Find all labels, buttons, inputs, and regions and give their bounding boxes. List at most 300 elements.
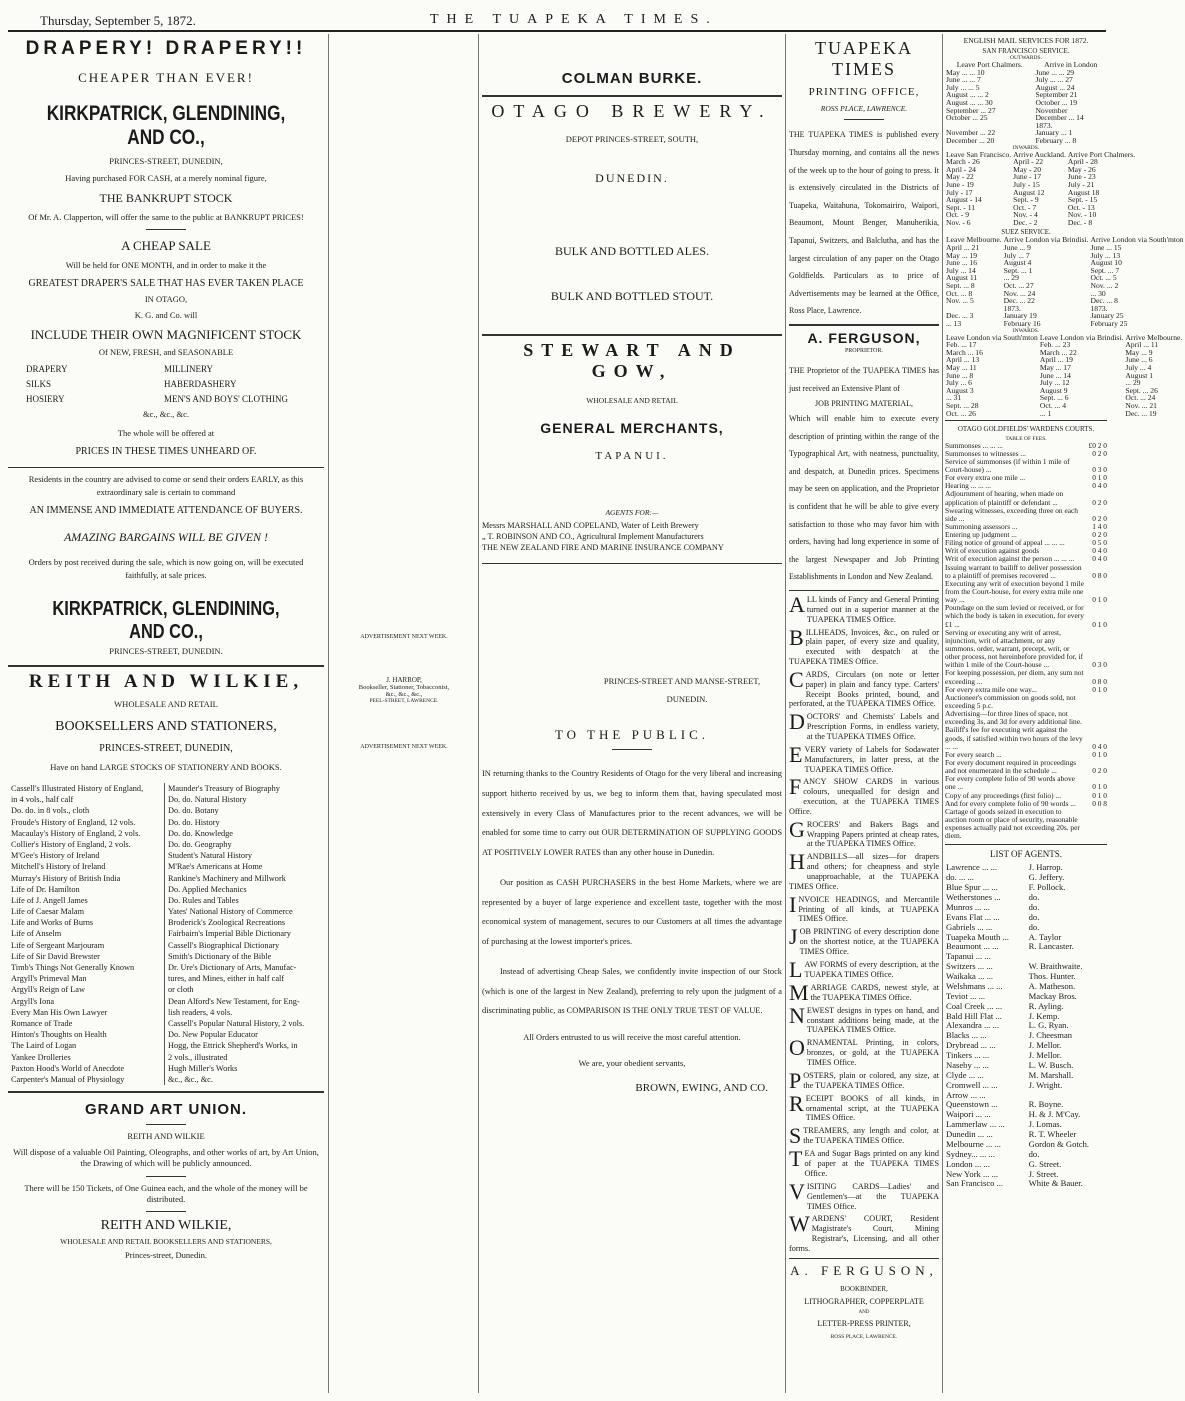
include-stock: INCLUDE THEIR OWN MAGNIFICENT STOCK (30, 326, 302, 342)
to-the-public: TO THE PUBLIC. (554, 727, 710, 743)
drop-cap-letter: W (789, 1211, 810, 1237)
mail-cell: Oct. - 13 (1067, 202, 1095, 212)
mail-cell: May ... 19 (946, 250, 978, 260)
fee-row (945, 694, 1107, 710)
mail-header-row (945, 236, 1185, 244)
divider (789, 590, 939, 591)
mail-cell: Nov. - 6 (946, 217, 971, 227)
mail-row (945, 305, 1185, 313)
mail-cell: Sept. - 15 (1067, 195, 1098, 205)
book-title-left: Life of Sergeant Marjouram (8, 940, 165, 951)
fee-item: For every complete folio of 90 words above one ... (945, 774, 1075, 792)
fee-item: For every search ... (945, 749, 1002, 759)
agent-place: Wetherstones ... (946, 892, 1001, 903)
fee-amount: 0 4 0 (1092, 554, 1107, 564)
mail-cell: November ... 22 (946, 128, 996, 138)
agent-line: Messrs MARSHALL AND COPELAND, Water of Leith Brewery (482, 521, 699, 531)
mail-cell: Dec. ... 19 (1125, 408, 1157, 418)
fee-amount: 0 1 0 (1092, 473, 1107, 483)
drop-cap-letter: D (789, 709, 805, 735)
firm-street: PRINCES-STREET, DUNEDIN, (109, 156, 223, 166)
mail-cell: January ... 1 (1035, 128, 1073, 138)
mail-cell: ... 29 (1003, 273, 1019, 283)
mail-cell: Sept. - 9 (1013, 195, 1039, 205)
book-row (8, 783, 324, 794)
book-row (8, 1074, 324, 1085)
mail-cell: Feb. ... 17 (946, 340, 977, 350)
divider (789, 1258, 939, 1259)
mail-cell: June - 17 (1013, 172, 1041, 182)
book-row (8, 805, 324, 816)
mail-cell: Nov. ... 2 (1090, 281, 1119, 291)
fee-item: For every extra mile one way... (945, 684, 1037, 694)
book-row (8, 1063, 324, 1074)
mail-cell: June ... 8 (946, 370, 974, 380)
colman-burke: COLMAN BURKE. (561, 70, 703, 87)
book-title-left: Argyll's Primeval Man (8, 973, 165, 984)
divider (146, 1124, 186, 1125)
mail-cell: Sept. ... 28 (946, 400, 979, 410)
mail-cell: August - 14 (946, 195, 982, 205)
fee-amount: 0 4 0 (1092, 741, 1107, 751)
drop-cap-letter: C (789, 666, 804, 692)
book-title-left: Yankee Drolleries (8, 1052, 165, 1063)
fees-table (945, 442, 1107, 841)
agent-place: San Francisco ... (946, 1178, 1004, 1189)
printing-ad-text: NVOICE HEADINGS, and Mercantile Printing of all kinds, at TUAPEKA TIMES Office. (798, 894, 939, 924)
tt-heading: TUAPEKA TIMES (815, 38, 913, 79)
drop-cap-letter: V (789, 1178, 805, 1204)
agent-place: Teviot ... ... (946, 990, 986, 1001)
table-of-fees: TABLE OF FEES. (1005, 435, 1047, 442)
fee-item: Cartage of goods seized in execution to auction room or place of security, reasonable expenses actually paid not exceeding 20s. per diem. (945, 806, 1080, 841)
ross-place-2: ROSS PLACE, LAWRENCE. (830, 1333, 898, 1340)
fee-item: And for every complete folio of 90 words ... (945, 798, 1076, 808)
agent-name: R. Boyne. (1028, 1099, 1064, 1110)
drop-cap-letter: B (789, 624, 804, 650)
book-title-left: Argyll's Reign of Law (8, 984, 165, 995)
fee-item: Summonses ... ... ... (945, 440, 1003, 450)
general-merchants: GENERAL MERCHANTS, (540, 419, 724, 436)
printing-ad-text: EA and Sugar Bags printed on any kind of paper at the TUAPEKA TIMES Office. (804, 1149, 939, 1178)
agent-name: J. Cheesman (1028, 1030, 1073, 1041)
mail-header-cell: Arrive Melbourne. (1125, 332, 1183, 342)
agent-name: J. Mellor. (1028, 1040, 1062, 1051)
book-title-left: Murray's History of British India (8, 873, 165, 884)
agent-place: do. ... ... (946, 872, 974, 883)
inwards: INWARDS. (1012, 144, 1040, 151)
printing-office: PRINTING OFFICE, (808, 86, 920, 98)
firm-street-2: PRINCES-STREET, DUNEDIN. (109, 645, 223, 656)
dunedin-2: DUNEDIN. (666, 693, 708, 704)
book-row (8, 1040, 324, 1051)
agent-place: Cromwell ... ... (946, 1079, 998, 1090)
mail-header-cell: Leave San Francisco. (946, 149, 1012, 159)
mail-cell: August ... ... 2 (946, 90, 989, 100)
book-row (8, 1007, 324, 1018)
firm-name: KIRKPATRICK, GLENDINING, AND CO., (46, 102, 286, 149)
agents-for: AGENTS FOR:— (605, 507, 659, 517)
fee-item: Summonses to witnesses ... (945, 448, 1026, 458)
book-title-right: Maunder's Treasury of Biography (168, 784, 280, 794)
mail-cell: October ... 25 (946, 113, 988, 123)
agent-name: J. Harrop. (1028, 862, 1063, 873)
printing-ad-item (789, 1178, 939, 1212)
agent-name: W. Braithwaite. (1028, 961, 1083, 972)
printing-ad-text: ANCY SHOW CARDS in various colours, unequalled for design and execution, at the TUAPEKA TIMES Office. (789, 777, 939, 816)
harrop-name: J. HARROP, (386, 676, 422, 684)
book-title-right: Do. do. History (168, 817, 220, 827)
fee-row (945, 629, 1107, 670)
printing-ad-item (789, 592, 939, 625)
fee-amount (1089, 808, 1107, 841)
sf-inwards-table (945, 151, 1136, 227)
agent-row (945, 1179, 1107, 1189)
book-title-left: Froude's History of England, 12 vols. (8, 817, 165, 828)
brown-ewing: BROWN, EWING, AND CO. (635, 1081, 768, 1094)
agent-place: Coal Creek ... ... (946, 1000, 1003, 1011)
goods-item: SILKS (26, 379, 52, 390)
fee-amount: 0 1 0 (1092, 749, 1107, 759)
fee-item: Copy of any proceedings (first folio) ... (945, 790, 1061, 800)
book-title-right: Dr. Ure's Dictionary of Arts, Manufac- (168, 963, 297, 973)
mail-cell: Sept. - 11 (946, 202, 976, 212)
mail-cell: July - 21 (1067, 179, 1095, 189)
bankrupt-stock: THE BANKRUPT STOCK (99, 190, 233, 205)
agent-name: R. T. Wheeler (1028, 1129, 1077, 1140)
mail-cell: Nov. - 10 (1067, 210, 1097, 220)
orders-post: Orders by post received during the sale, which is now going on, will be executed (28, 556, 304, 567)
mail-cell: April - 24 (946, 164, 976, 174)
book-title-left: Life of Anselm (8, 928, 165, 939)
book-row (8, 996, 324, 1007)
rw-name: REITH AND WILKIE (127, 1131, 205, 1142)
fee-item: Poundage on the sum levied or received, or for which the body is taken in execution, for every £1 ... (945, 603, 1084, 629)
drop-cap-letter: F (789, 774, 802, 800)
mail-cell: June ... 16 (946, 258, 978, 268)
book-title-right: Fairbairn's Imperial Bible Dictionary (168, 929, 291, 939)
mail-cell: Oct. ... 24 (1125, 393, 1156, 403)
mail-cell: October ... 19 (1035, 97, 1077, 107)
mail-cell: Oct. - 9 (946, 210, 969, 220)
have-on-hand: Have on hand LARGE STOCKS OF STATIONERY AND BOOKS. (50, 761, 282, 772)
mail-cell: June ... 14 (1039, 370, 1071, 380)
book-title-right: lish readers, 4 vols. (168, 1007, 233, 1017)
column-divider (328, 34, 329, 1393)
fee-amount: 0 3 0 (1092, 660, 1107, 670)
fee-row (945, 775, 1107, 791)
agent-place: Tapanui ... ... (946, 951, 991, 962)
divider (146, 1176, 186, 1177)
letterpress: LETTER-PRESS PRINTER, (817, 1318, 911, 1328)
book-row (8, 861, 324, 872)
fee-amount: 0 1 0 (1092, 684, 1107, 694)
mail-header-cell: Arrive London via Brindisi. (1003, 235, 1089, 245)
drop-cap-letter: A (789, 592, 805, 618)
agent-name: G. Street. (1028, 1158, 1062, 1169)
fee-row (945, 669, 1107, 685)
fee-row (945, 458, 1107, 474)
agent-name: J. Mellor. (1028, 1050, 1062, 1061)
princes-manse: PRINCES-STREET AND MANSE-STREET, (603, 676, 761, 687)
suez-outwards-table (945, 236, 1185, 327)
sf-outwards-table (945, 61, 1107, 145)
mail-row (945, 137, 1107, 145)
mail-row (945, 312, 1185, 320)
book-title-right: Do. do. Natural History (168, 795, 247, 805)
book-row (8, 873, 324, 884)
ross-place: ROSS PLACE, LAWRENCE. (820, 104, 908, 113)
wardens-heading: OTAGO GOLDFIELDS' WARDENS COURTS. (957, 425, 1095, 434)
in-otago: IN OTAGO, (144, 293, 188, 304)
agent-place: Dunedin ... ... (946, 1129, 993, 1140)
book-title-right: Do. New Popular Educator (168, 1030, 258, 1040)
book-title-right: Broderick's Zoological Recreations (168, 918, 286, 928)
divider (146, 229, 186, 230)
mail-cell: November (1035, 105, 1068, 115)
mail-cell: April ... 11 (1125, 340, 1159, 350)
mail-cell: June ... 6 (1125, 355, 1153, 365)
column-divider (785, 34, 786, 1393)
book-row (8, 962, 324, 973)
agent-name: M. Marshall. (1028, 1069, 1074, 1080)
inwards-2: INWARDS. (1012, 327, 1040, 334)
mail-cell: Nov. - 4 (1013, 210, 1038, 220)
wholesale-2: WHOLESALE AND RETAIL BOOKSELLERS AND STATIONERS, (60, 1237, 272, 1247)
divider (8, 467, 324, 468)
mail-cell: December ... 20 (946, 135, 995, 145)
mail-cell: January 19 (1003, 311, 1037, 321)
otago-brewery: OTAGO BREWERY. (491, 101, 773, 121)
agent-place: Arrow ... ... (946, 1089, 986, 1100)
fee-item: Summoning assessors ... (945, 521, 1018, 531)
drop-cap-letter: P (789, 1067, 802, 1093)
divider (482, 95, 782, 97)
bulk-ales: BULK AND BOTTLED ALES. (555, 244, 709, 259)
agent-lines (482, 521, 782, 553)
fee-item: For keeping possession, per diem, any sum not exceeding ... (945, 668, 1084, 686)
clapperton-text: Of Mr. A. Clapperton, will offer the same to the public at BANKRUPT PRICES! (28, 211, 304, 222)
mail-cell: June ... 15 (1090, 243, 1122, 253)
goods-item: HABERDASHERY (164, 379, 237, 390)
agent-name: do. (1028, 892, 1040, 903)
fee-item: Bailiff's fee for executing writ against the goods, if satisfied within two hours of the levy ... ... (945, 725, 1083, 751)
mail-cell: 1873. (1090, 303, 1108, 313)
mail-cell: August 1 (1125, 370, 1154, 380)
book-title-left: Collier's History of England, 2 vols. (8, 839, 165, 850)
book-title-left: Argyll's Iona (8, 996, 165, 1007)
mail-cell: July ... 7 (1003, 250, 1030, 260)
mail-row (945, 259, 1185, 267)
book-title-right: M'Rae's Americans at Home (168, 862, 263, 872)
mail-row (945, 114, 1107, 122)
mail-cell: August 12 (1013, 187, 1045, 197)
divider (8, 665, 324, 667)
agent-place: Bald Hill Flat ... (946, 1010, 1002, 1021)
agents-table (945, 863, 1107, 1189)
extraordinary-text: extraordinary sale is certain to command (96, 487, 236, 498)
advertisement-next-week-2: ADVERTISEMENT NEXT WEEK. (360, 744, 448, 750)
mail-cell: 1873. (1003, 303, 1021, 313)
book-row (8, 1018, 324, 1029)
mail-cell: September ... 27 (946, 105, 996, 115)
agent-place: London ... ... (946, 1158, 990, 1169)
printing-ad-text: VERY variety of Labels for Sodawater Manufacturers, in latter press, at the TUAPEKA TIMES Office. (804, 744, 939, 774)
printing-ad-item (789, 1146, 939, 1179)
agent-place: Blue Spur ... ... (946, 882, 998, 893)
printing-ad-item (789, 1067, 939, 1093)
book-title-right: tures, and Mines, either in half calf (168, 974, 285, 984)
header-rule (8, 30, 1106, 32)
agent-name: Thos. Hunter. (1028, 971, 1076, 982)
book-title-left: in 4 vols., half calf (8, 794, 165, 805)
offered-text: The whole will be offered at (117, 428, 215, 439)
princes-2: Princes-street, Dunedin. (125, 1249, 207, 1260)
column-4 (789, 36, 939, 1393)
fee-amount: 0 5 0 (1092, 538, 1107, 548)
mail-cell: August ... ... 30 (946, 97, 993, 107)
mail-cell: February ... 8 (1035, 135, 1077, 145)
book-row (8, 973, 324, 984)
fee-amount (1089, 694, 1107, 710)
book-title-left: Paxton Hood's World of Anecdote (8, 1063, 165, 1074)
book-title-right: or cloth (168, 985, 194, 995)
of-new: Of NEW, FRESH, and SEASONABLE (98, 346, 234, 357)
fee-amount: £0 2 0 (1088, 440, 1107, 450)
mail-row (945, 320, 1185, 328)
bookbinder: BOOKBINDER, (840, 1284, 888, 1293)
book-row (8, 928, 324, 939)
book-title-left: Life of Caesar Malam (8, 906, 165, 917)
fee-amount: 0 1 0 (1092, 619, 1107, 629)
mail-row (945, 219, 1136, 227)
agent-place: Tuapeka Mouth ... (946, 931, 1009, 942)
agent-name: Gordon & Gotch. (1028, 1138, 1090, 1149)
printing-ad-item (789, 1090, 939, 1124)
agent-name: do. (1028, 911, 1040, 922)
book-row (8, 828, 324, 839)
divider (482, 334, 782, 336)
agent-line: THE NEW ZEALAND FIRE AND MARINE INSURANCE COMPANY (482, 542, 724, 552)
fee-item: Issuing warrant to bailiff to deliver possession to a plaintiff of premises recovered ... (945, 562, 1082, 580)
harrop-desc: Bookseller, Stationer, Tobacconist, (358, 684, 450, 691)
sf-service: SAN FRANCISCO SERVICE. (982, 47, 1070, 55)
outwards: OUTWARDS. (1010, 55, 1042, 61)
agent-name: J. Wright. (1028, 1079, 1063, 1090)
printing-ad-text: OCTORS' and Chemists' Labels and Prescription Forms, in endless variety, at the TUAPEKA TIMES Office. (806, 712, 939, 741)
fee-amount: 0 2 0 (1092, 766, 1107, 776)
mail-cell: July - 15 (1013, 179, 1040, 189)
book-title-left: Life of Dr. Hamilton (8, 884, 165, 895)
mail-cell: April ... 21 (946, 243, 980, 253)
agent-name: L. G. Ryan. (1028, 1020, 1069, 1031)
mail-cell: September 21 (1035, 90, 1078, 100)
mail-cell: July ... 4 (1125, 362, 1152, 372)
public-para-4: All Orders entrusted to us will receive the most careful attention. (523, 1033, 741, 1043)
mail-cell: August 18 (1067, 187, 1100, 197)
rw-name-2: REITH AND WILKIE, (100, 1218, 232, 1234)
column-2 (332, 36, 476, 1393)
harrop-etc: &c., &c., &c., (385, 691, 423, 698)
fee-row (945, 808, 1107, 841)
mail-cell: May ... 17 (1039, 362, 1071, 372)
and-word: AND (858, 1309, 870, 1315)
tickets: There will be 150 Tickets, of One Guinea each, and the whole of the money will be distributed. (24, 1182, 308, 1204)
mail-cell: March - 26 (946, 157, 980, 167)
mail-row (945, 204, 1136, 212)
agent-name: A. Taylor (1028, 931, 1062, 942)
printing-ad-text: ARRIAGE CARDS, newest style, at the TUAPEKA TIMES Office. (810, 982, 939, 1002)
fee-amount: 0 0 8 (1092, 798, 1107, 808)
mail-header-cell: Leave Melbourne. (946, 235, 1002, 245)
agent-name: F. Pollock. (1028, 882, 1066, 893)
fee-amount: 0 4 0 (1092, 546, 1107, 556)
printing-ad-text: ARDS, Circulars (on note or letter paper) in plain and fancy type. Carters' Receipt Books printed, bound, and perforated, at the TUAPEKA TIMES Office. (789, 669, 939, 709)
mail-cell: May ... 9 (1125, 347, 1153, 357)
mail-cell: February 16 (1003, 319, 1041, 328)
book-row (8, 850, 324, 861)
fee-item: Executing any writ of execution beyond 1 mile from the Court-house, for every extra mile one way ... (945, 578, 1084, 605)
printing-ad-text: ISITING CARDS—Ladies' and Gentlemen's—at the TUAPEKA TIMES Office. (806, 1181, 939, 1211)
mail-row (945, 267, 1185, 275)
advertisement-next-week: ADVERTISEMENT NEXT WEEK. (360, 634, 448, 640)
cheaper-heading: CHEAPER THAN EVER! (78, 70, 254, 85)
book-title-right: &c., &c., &c. (168, 1074, 213, 1084)
harrop-street: PEEL-STREET, LAWRENCE. (369, 698, 439, 704)
mail-cell: June ... 9 (1003, 243, 1031, 253)
book-row (8, 951, 324, 962)
book-row (8, 1029, 324, 1040)
fee-item: Serving or executing any writ of arrest, injunction, writ of attachment, or any summons, order, warrant, precept, writ, or other process, not hereinbefore provided for, if within 1 mile of the Court-house ... (945, 627, 1084, 670)
book-title-right: Hogg, the Ettrick Shepherd's Works, in (168, 1041, 298, 1051)
book-title-left: Mitchell's History of Ireland (8, 861, 165, 872)
mail-cell: Oct. ... 26 (946, 408, 976, 418)
printing-ad-item (789, 1002, 939, 1036)
book-title-right: Do. Applied Mechanics (168, 884, 247, 894)
agent-place: Welshmans ... ... (946, 980, 1003, 991)
agent-place: Lammerlaw ... ... (946, 1119, 1005, 1130)
mail-cell: August 3 (946, 385, 974, 395)
fee-amount (1089, 710, 1107, 726)
mail-cell: Dec. - 8 (1067, 217, 1093, 227)
drop-cap-letter: J (789, 924, 798, 950)
goods-item: DRAPERY (26, 364, 68, 375)
mail-cell: 1873. (1035, 120, 1053, 130)
printing-ad-text: OSTERS, plain or colored, any size, at the TUAPEKA TIMES Office. (803, 1070, 939, 1090)
printing-ad-item (789, 849, 939, 891)
fee-item: Service of summonses (if within 1 mile of Court-house) ... (945, 456, 1070, 474)
book-row (8, 917, 324, 928)
dunedin: DUNEDIN. (595, 171, 669, 186)
fee-amount: 0 4 0 (1092, 481, 1107, 491)
printing-ad-text: RNAMENTAL Printing, in colors, bronzes, or gold, at the TUAPEKA TIMES Office. (806, 1038, 939, 1067)
mail-cell: August 9 (1039, 385, 1068, 395)
suez-service: SUEZ SERVICE. (1001, 228, 1051, 237)
mail-cell: Sept. ... 1 (1003, 265, 1033, 275)
agent-place: Queenstown ... (946, 1099, 998, 1110)
mail-cell: ... 13 (946, 319, 962, 328)
fee-row (945, 507, 1107, 523)
mail-cell: ... 31 (946, 393, 962, 403)
ferguson-2: A. FERGUSON, (790, 1262, 938, 1278)
mail-row (945, 297, 1185, 305)
public-para-3: Instead of advertising Cheap Sales, we confidently invite inspection of our Stock (which is one of the largest in New Zealand), preferring to rely upon the judgment of a discriminating public, as COMPARISON IS THE ONLY TRUE TEST OF VALUE. (482, 966, 782, 1016)
column-1 (8, 36, 324, 1393)
mail-cell: Oct. ... 27 (1003, 281, 1034, 291)
book-row (8, 1052, 324, 1063)
fee-item: Filing notice of ground of appeal ... ... ... (945, 538, 1065, 548)
agent-place: Beaumont ... ... (946, 941, 999, 952)
